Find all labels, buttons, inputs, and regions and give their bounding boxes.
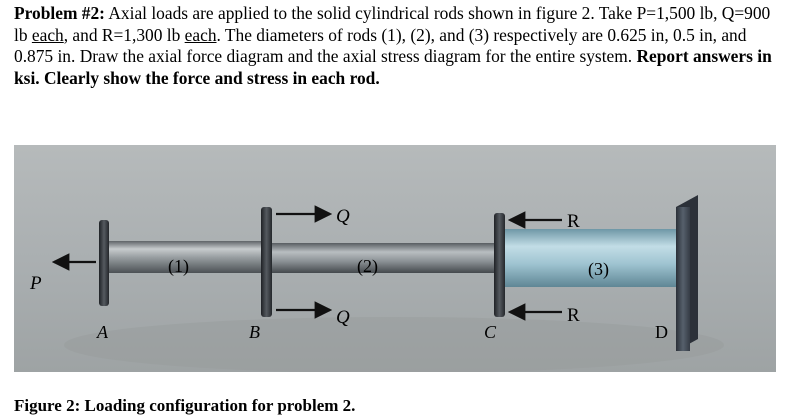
label-point-b: B	[249, 322, 260, 342]
flange-b	[261, 207, 272, 317]
label-rod-1: (1)	[168, 256, 189, 276]
label-p: P	[30, 273, 42, 294]
figure-photo	[14, 145, 776, 372]
figure-drawing	[14, 145, 776, 372]
label-point-d: D	[655, 322, 668, 342]
label-point-c: C	[484, 322, 497, 342]
label-r-bottom: R	[567, 305, 580, 326]
label-point-a: A	[97, 322, 108, 342]
label-q-bottom: Q	[336, 307, 350, 328]
problem-each-1: each	[31, 24, 64, 45]
label-rod-2: (2)	[357, 256, 378, 276]
problem-each-2: each	[184, 24, 217, 45]
problem-statement	[14, 3, 776, 89]
label-q-top: Q	[336, 206, 350, 227]
problem-text-3: . The diameters of rods (1), (2), and (3) respectively are 0.625 in, 0.5 in, and 0.875 in. Draw the axial force diagram and the axial stress diagram for the entire system.	[14, 24, 747, 66]
shadow	[64, 317, 724, 372]
problem-text-2: , and R=1,300 lb	[63, 24, 185, 45]
problem-text-1: Axial loads are applied to the solid cylindrical rods shown in figure 2. Take P=1,500 lb, Q=900 lb	[14, 3, 771, 45]
problem-instruction: Report answers in ksi. Clearly show the force and stress in each rod.	[14, 46, 772, 88]
rod-2	[268, 243, 504, 273]
flange-c	[494, 213, 505, 317]
label-r-top: R	[567, 211, 580, 232]
flange-a	[99, 220, 109, 306]
figure-caption: Figure 2: Loading configuration for problem 2.	[14, 396, 356, 415]
label-rod-3: (3)	[588, 259, 609, 279]
problem-label: Problem #2:	[14, 3, 105, 23]
wall-d	[676, 207, 690, 351]
